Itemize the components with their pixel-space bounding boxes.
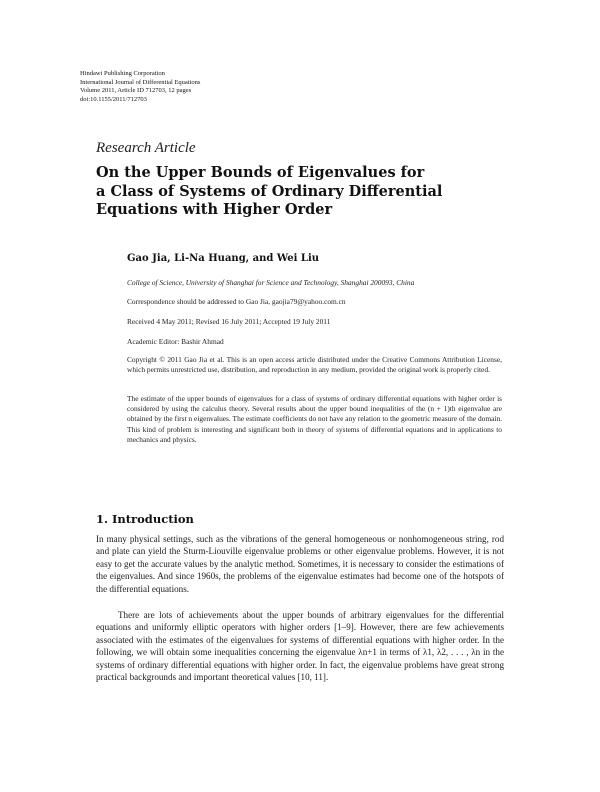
publisher-line: Hindawi Publishing Corporation bbox=[80, 70, 165, 77]
paper-title bbox=[96, 164, 516, 220]
journal-line: International Journal of Differential Equations bbox=[80, 78, 201, 86]
title-line: Equations with Higher Order bbox=[96, 201, 333, 218]
article-type: Research Article bbox=[96, 140, 196, 156]
intro-paragraph-2: There are lots of achievements about the upper bounds of arbitrary eigenvalues for the differential equations and uniformly elliptic operators with higher orders [1–9]. However, there are few achievements associated with the estimates of the eigenvalues for systems of differential equations with higher order. In the following, we will obtain some inequalities concerning the eigenvalue λn+1 in terms of λ1, λ2, . . . , λn in the systems of ordinary differential equations with higher order. In fact, the eigenvalue problems have great strong practical backgrounds and important theoretical values [10, 11]. bbox=[96, 610, 504, 683]
doi-line: doi:10.1155/2011/712703 bbox=[80, 95, 147, 103]
title-line: On the Upper Bounds of Eigenvalues for bbox=[96, 164, 425, 181]
section-heading: 1. Introduction bbox=[96, 512, 194, 526]
volume-line: Volume 2011, Article ID 712703, 12 pages bbox=[80, 87, 192, 95]
title-line: a Class of Systems of Ordinary Differential bbox=[96, 182, 443, 200]
author-list: Gao Jia, Li-Na Huang, and Wei Liu bbox=[127, 253, 320, 264]
correspondence: Correspondence should be addressed to Gao Jia, gaojia79@yahoo.com.cn bbox=[127, 297, 346, 306]
affiliation: College of Science, University of Shanghai for Science and Technology, Shanghai 200093, China bbox=[127, 278, 415, 287]
journal-header bbox=[80, 70, 200, 104]
abstract: The estimate of the upper bounds of eigenvalues for a class of systems of ordinary differential equations with higher order is considered by using the calculus theory. Several results about the upper bound inequalities of the (n + 1)th eigenvalue are obtained by the first n eigenvalues. The estimate coefficients do not have any relation to the geometric measure of the domain. This kind of problem is interesting and significant both in theory of systems of differential equations and in applications to mechanics and physics. bbox=[127, 394, 502, 444]
copyright-notice: Copyright © 2011 Gao Jia et al. This is an open access article distributed under the Creative Commons Attribution License, which permits unrestricted use, distribution, and reproduction in any medium, provided the original work is properly cited. bbox=[127, 355, 502, 375]
received-dates: Received 4 May 2011; Revised 16 July 2011; Accepted 19 July 2011 bbox=[127, 317, 331, 326]
intro-paragraph-1: In many physical settings, such as the vibrations of the general homogeneous or nonhomogeneous string, rod and plate can yield the Sturm-Liouville eigenvalue problems or other eigenvalue problems. However, it is not easy to get the accurate values by the analytic method. Sometimes, it is necessary to consider the estimations of the eigenvalues. And since 1960s, the problems of the eigenvalue estimates had become one of the hotspots of the differential equations. bbox=[96, 534, 504, 594]
academic-editor: Academic Editor: Bashir Ahmad bbox=[127, 337, 224, 346]
